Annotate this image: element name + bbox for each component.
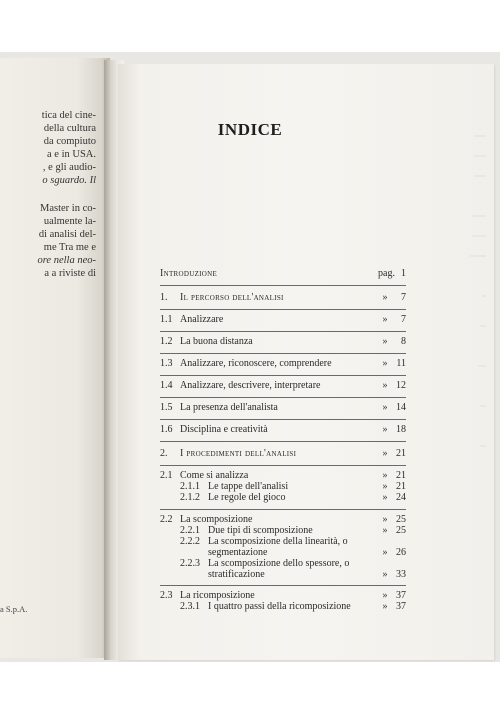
toc-entry-number: 1.6 — [160, 424, 173, 435]
toc-ditto-mark: » — [382, 402, 388, 413]
toc-divider — [160, 585, 406, 586]
left-text-line: , e gli audio- — [42, 162, 96, 173]
left-text-line: a a riviste di — [44, 268, 96, 279]
left-text-line: a e in USA. — [47, 149, 96, 160]
toc-entry-number: 2.3 — [160, 590, 173, 601]
toc-entry-page: 37 — [396, 590, 406, 601]
toc-entry-number: 1.1 — [160, 314, 173, 325]
toc-entry-number: 2.2.2 — [180, 536, 200, 547]
toc-entry-label: Il percorso dell'analisi — [180, 292, 284, 303]
left-text-line: o sguardo. Il — [42, 175, 96, 186]
toc-entry-page: 18 — [396, 424, 406, 435]
toc-ditto-mark: » — [382, 336, 388, 347]
toc-entry-label: Introduzione — [160, 268, 218, 279]
toc-entry-page: 14 — [396, 402, 406, 413]
toc-entry-number: 2.2 — [160, 514, 173, 525]
toc-ditto-mark: » — [382, 569, 388, 580]
toc-divider — [160, 375, 406, 376]
toc-entry — [160, 569, 406, 581]
toc-ditto-mark: » — [382, 481, 388, 492]
toc-divider — [160, 353, 406, 354]
toc-entry-page: 21 — [396, 448, 406, 459]
toc-ditto-mark: » — [382, 601, 388, 612]
toc-divider — [160, 441, 406, 442]
toc-entry — [160, 292, 406, 304]
toc-entry-label: Analizzare, riconoscere, comprendere — [180, 358, 332, 369]
left-text-line: ore nella neo- — [37, 255, 96, 266]
toc-pag-label: pag. — [378, 268, 395, 279]
left-text-line: Master in co- — [40, 203, 96, 214]
toc-entry-page: 8 — [401, 336, 406, 347]
toc-entry — [160, 358, 406, 370]
toc-entry-label: Disciplina e creatività — [180, 424, 268, 435]
toc-entry — [160, 424, 406, 436]
toc-entry-page: 12 — [396, 380, 406, 391]
toc-entry-page: 25 — [396, 525, 406, 536]
toc-ditto-mark: » — [382, 358, 388, 369]
left-text-line: da compiuto — [43, 136, 96, 147]
toc-divider — [160, 397, 406, 398]
page-title: INDICE — [217, 120, 283, 139]
toc-entry — [160, 492, 406, 504]
left-footer-text: a S.p.A. — [0, 604, 28, 614]
toc-entry-page: 37 — [396, 601, 406, 612]
toc-ditto-mark: » — [382, 424, 388, 435]
toc-entry-number: 2.1 — [160, 470, 173, 481]
toc-entry — [160, 268, 406, 280]
toc-ditto-mark: » — [382, 448, 388, 459]
toc-entry-label: Analizzare — [180, 314, 224, 325]
toc-entry-label: Analizzare, descrivere, interpretare — [180, 380, 321, 391]
toc-entry — [160, 601, 406, 613]
toc-ditto-mark: » — [382, 492, 388, 503]
toc-entry-label: La ricomposizione — [180, 590, 255, 601]
toc-entry-label: I procedimenti dell'analisi — [180, 448, 297, 459]
toc-entry-label: La scomposizione della linearità, o — [208, 536, 348, 547]
toc-entry-page: 25 — [396, 514, 406, 525]
toc-entry-page: 26 — [396, 547, 406, 558]
toc-entry-page: 7 — [401, 314, 406, 325]
toc-entry-label: La presenza dell'analista — [180, 402, 278, 413]
toc-entry-page: 21 — [396, 481, 406, 492]
toc-divider — [160, 419, 406, 420]
toc-ditto-mark: » — [382, 470, 388, 481]
toc-entry-label: I quattro passi della ricomposizione — [208, 601, 351, 612]
toc-entry-number: 1.2 — [160, 336, 173, 347]
toc-entry-label: La buona distanza — [180, 336, 253, 347]
toc-entry-label: La scomposizione — [180, 514, 253, 525]
toc-entry-page: 21 — [396, 470, 406, 481]
toc-entry-label: La scomposizione dello spessore, o — [208, 558, 350, 569]
toc-ditto-mark: » — [382, 314, 388, 325]
toc-entry-page: 7 — [401, 292, 406, 303]
toc-entry-label: segmentazione — [208, 547, 268, 558]
toc-entry-number: 1.4 — [160, 380, 173, 391]
toc-entry — [160, 402, 406, 414]
toc-ditto-mark: » — [382, 547, 388, 558]
toc-entry-label: stratificazione — [208, 569, 265, 580]
toc-entry-page: 24 — [396, 492, 406, 503]
toc-entry-page: 11 — [396, 358, 406, 369]
toc-entry-label: Come si analizza — [180, 470, 249, 481]
left-text-line: della cultura — [43, 123, 96, 134]
left-text-line: ualmente la- — [43, 216, 96, 227]
toc-entry — [160, 380, 406, 392]
toc-divider — [160, 331, 406, 332]
toc-entry-label: Le tappe dell'analisi — [208, 481, 289, 492]
toc-entry — [160, 314, 406, 326]
toc-divider — [160, 285, 406, 286]
toc-ditto-mark: » — [382, 380, 388, 391]
toc-ditto-mark: » — [382, 590, 388, 601]
toc-entry-number: 2.3.1 — [180, 601, 200, 612]
toc-entry-label: Le regole del gioco — [208, 492, 286, 503]
toc-divider — [160, 465, 406, 466]
left-page — [0, 58, 110, 658]
toc-entry-number: 2.1.2 — [180, 492, 200, 503]
toc-divider — [160, 309, 406, 310]
left-text-line: di analisi del- — [38, 229, 96, 240]
toc-entry-page: 33 — [396, 569, 406, 580]
left-text-line: me Tra me e — [43, 242, 96, 253]
toc-entry-number: 2.1.1 — [180, 481, 200, 492]
toc-entry — [160, 336, 406, 348]
toc-entry-page: 1 — [401, 268, 406, 279]
toc-ditto-mark: » — [382, 525, 388, 536]
toc-ditto-mark: » — [382, 292, 388, 303]
toc-entry-number: 1.5 — [160, 402, 173, 413]
toc-ditto-mark: » — [382, 514, 388, 525]
toc-entry-number: 2.2.1 — [180, 525, 200, 536]
toc-entry-number: 1.3 — [160, 358, 173, 369]
toc-entry-label: Due tipi di scomposizione — [208, 525, 313, 536]
toc-entry-number: 2. — [160, 448, 168, 459]
toc-divider — [160, 509, 406, 510]
left-text-line: tica del cine- — [41, 110, 96, 121]
toc-entry-number: 1. — [160, 292, 168, 303]
toc-entry — [160, 448, 406, 460]
toc-entry-number: 2.2.3 — [180, 558, 200, 569]
